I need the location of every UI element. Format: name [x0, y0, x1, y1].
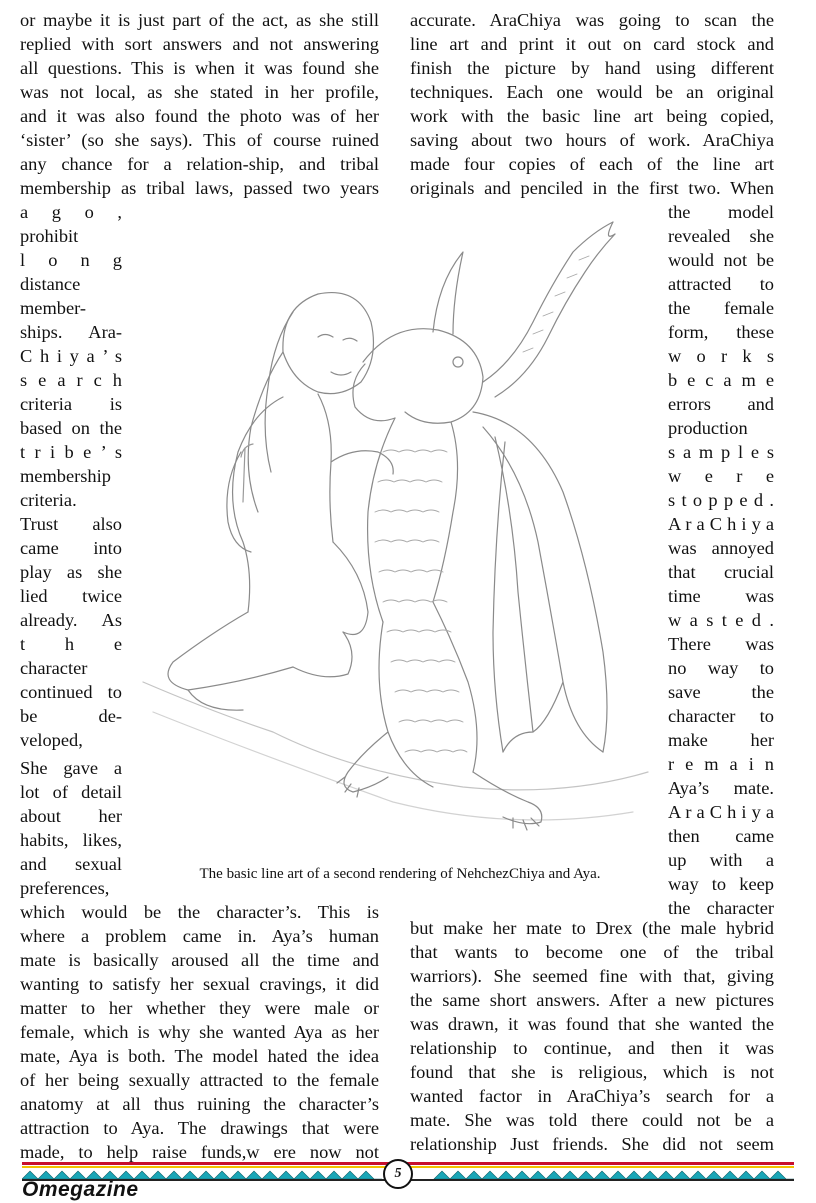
text-line: play as she — [20, 562, 122, 582]
magazine-logo: Omegazine — [22, 1178, 139, 1201]
text-line: already. As — [20, 610, 122, 630]
text-line: t r i b e ’ s — [20, 442, 122, 462]
text-line: w e r e — [668, 466, 774, 486]
text-line: the female — [668, 298, 774, 318]
text-line: save the — [668, 682, 774, 702]
text-line: membership as tribal laws, passed two years — [20, 178, 379, 198]
text-line: came into — [20, 538, 122, 558]
text-line: ships. Ara- — [20, 322, 122, 342]
text-line: w a s t e d . — [668, 610, 774, 630]
text-line: attracted to — [668, 274, 774, 294]
text-line: way to keep — [668, 874, 774, 894]
text-line: C h i y a ’ s — [20, 346, 122, 366]
text-line: techniques. Each one would be an original — [410, 82, 774, 102]
text-line: that wants to become one of the tribal — [410, 942, 774, 962]
text-line: membership — [20, 466, 111, 486]
text-line: work with the basic line art being copied, — [410, 106, 774, 126]
text-line: all questions. This is when it was found she — [20, 58, 379, 78]
bottom-left-text — [20, 900, 379, 1164]
text-line: anatomy at all thus ruining the character’s — [20, 1094, 379, 1114]
line-art-illustration — [133, 212, 661, 862]
text-line: A r a C h i y a — [668, 802, 774, 822]
text-line: mate, Aya is both. The model hated the idea — [20, 1046, 379, 1066]
text-line: attraction to Aya. The drawings that were — [20, 1118, 379, 1138]
text-line: t h e — [20, 634, 122, 654]
text-line: errors and — [668, 394, 774, 414]
text-line: saving about two hours of work. AraChiya — [410, 130, 774, 150]
text-line: be de- — [20, 706, 122, 726]
text-line: character — [20, 658, 88, 678]
text-line: the same short answers. After a new pictures — [410, 990, 774, 1010]
text-line: that crucial — [668, 562, 774, 582]
text-line: character to — [668, 706, 774, 726]
text-line: s a m p l e s — [668, 442, 774, 462]
text-line: accurate. AraChiya was going to scan the — [410, 10, 774, 30]
text-line: mate. She was told there could not be a — [410, 1110, 774, 1130]
text-line: then came — [668, 826, 774, 846]
text-line: w o r k s — [668, 346, 774, 366]
text-line: the character — [668, 898, 774, 918]
text-line: relationship to continue, and then it was — [410, 1038, 774, 1058]
text-line: where a problem came in. Aya’s human — [20, 926, 379, 946]
text-line: b e c a m e — [668, 370, 774, 390]
text-line: form, these — [668, 322, 774, 342]
right-narrow-text — [668, 200, 774, 920]
text-line: wanting to satisfy her sexual cravings, it did — [20, 974, 379, 994]
text-line: warriors). She seemed fine with that, giving — [410, 966, 774, 986]
text-line: based on the — [20, 418, 122, 438]
top-left-text — [20, 8, 379, 200]
text-line: make her — [668, 730, 774, 750]
text-line: preferences, — [20, 878, 110, 898]
text-line: which would be the character’s. This is — [20, 902, 379, 922]
text-line: made, to help raise funds,w ere now not — [20, 1142, 379, 1162]
text-line: production — [668, 418, 748, 438]
text-line: but make her mate to Drex (the male hybrid — [410, 918, 774, 938]
text-line: Aya’s mate. — [668, 778, 774, 798]
text-line: of her being sexually attracted to the female — [20, 1070, 379, 1090]
text-line: habits, likes, — [20, 830, 122, 850]
text-line: about her — [20, 806, 122, 826]
text-line: finish the picture by hand using different — [410, 58, 774, 78]
text-line: a g o , — [20, 202, 122, 222]
left-narrow-text-2 — [20, 756, 122, 900]
text-line: wanted factor in AraChiya’s search for a — [410, 1086, 774, 1106]
text-line: no way to — [668, 658, 774, 678]
text-line: revealed she — [668, 226, 774, 246]
text-line: criteria is — [20, 394, 122, 414]
text-line: member- — [20, 298, 87, 318]
text-line: replied with sort answers and not answering — [20, 34, 379, 54]
figure-caption: The basic line art of a second rendering of NehchezChiya and Aya. — [199, 866, 601, 882]
text-line: was annoyed — [668, 538, 774, 558]
text-line: the model — [668, 202, 774, 222]
text-line: up with a — [668, 850, 774, 870]
text-line: lied twice — [20, 586, 122, 606]
text-line: female, which is why she wanted Aya as her — [20, 1022, 379, 1042]
text-line: ‘sister’ (so she says). This of course ruined — [20, 130, 379, 150]
text-line: or maybe it is just part of the act, as she still — [20, 10, 379, 30]
left-narrow-text — [20, 200, 122, 752]
text-line: Trust also — [20, 514, 122, 534]
text-line: continued to — [20, 682, 122, 702]
text-line: found that she is religious, which is not — [410, 1062, 774, 1082]
text-line: s t o p p e d . — [668, 490, 774, 510]
text-line: and it was also found the photo was of her — [20, 106, 379, 126]
text-line: s e a r c h — [20, 370, 122, 390]
text-line: time was — [668, 586, 774, 606]
text-line: was drawn, it was found that she wanted the — [410, 1014, 774, 1034]
page-number: 5 — [383, 1159, 413, 1189]
text-line: There was — [668, 634, 774, 654]
text-line: and sexual — [20, 854, 122, 874]
text-line: lot of detail — [20, 782, 122, 802]
text-line: any chance for a relation-ship, and tribal — [20, 154, 379, 174]
text-line: prohibit — [20, 226, 79, 246]
text-line: was not local, as she stated in her profile, — [20, 82, 379, 102]
text-line: veloped, — [20, 730, 83, 750]
text-line: relationship Just friends. She did not seem — [410, 1134, 774, 1154]
text-line: A r a C h i y a — [668, 514, 774, 534]
text-line: She gave a — [20, 758, 122, 778]
text-line: r e m a i n — [668, 754, 774, 774]
text-line: made four copies of each of the line art — [410, 154, 774, 174]
top-right-text — [410, 8, 774, 200]
text-line: criteria. — [20, 490, 77, 510]
text-line: matter to her whether they were male or — [20, 998, 379, 1018]
text-line: would not be — [668, 250, 774, 270]
text-line: l o n g — [20, 250, 122, 270]
text-line: line art and print it out on card stock and — [410, 34, 774, 54]
bottom-right-text — [410, 916, 774, 1156]
text-line: mate is basically aroused all the time and — [20, 950, 379, 970]
text-line: originals and penciled in the first two. When — [410, 178, 774, 198]
text-line: distance — [20, 274, 81, 294]
